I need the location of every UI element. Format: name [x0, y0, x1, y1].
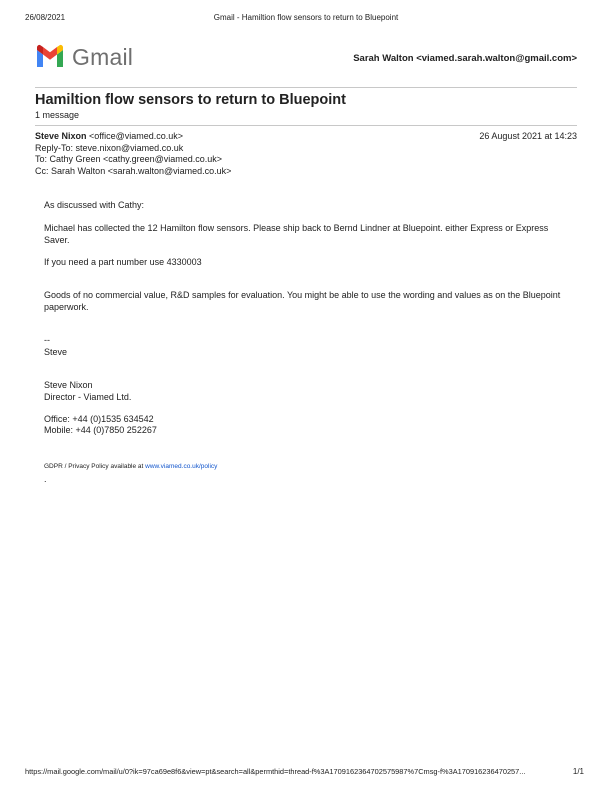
- signature-title: Director - Viamed Ltd.: [44, 392, 132, 402]
- reply-to-line: Reply-To: steve.nixon@viamed.co.uk: [35, 143, 184, 153]
- body-paragraph: Michael has collected the 12 Hamilton flow sensors. Please ship back to Bernd Lindner at Bluepoint. either Express or Express Saver.: [44, 223, 549, 245]
- signature-dash: --: [44, 335, 50, 345]
- divider: [35, 87, 577, 88]
- mobile-phone: Mobile: +44 (0)7850 252267: [44, 425, 157, 435]
- body-paragraph: If you need a part number use 4330003: [44, 257, 202, 267]
- signature-name: Steve: [44, 347, 68, 357]
- office-phone: Office: +44 (0)1535 634542: [44, 414, 154, 424]
- account-label: Sarah Walton <viamed.sarah.walton@gmail.com>: [353, 53, 577, 64]
- message-timestamp: 26 August 2021 at 14:23: [479, 131, 577, 141]
- gmail-wordmark: Gmail: [72, 44, 134, 70]
- privacy-policy-link[interactable]: www.viamed.co.uk/policy: [145, 463, 218, 470]
- gmail-envelope-icon: [35, 44, 65, 68]
- page-number: 1/1: [572, 767, 584, 776]
- print-date: 26/08/2021: [25, 13, 66, 22]
- body-paragraph: Goods of no commercial value, R&D samples for evaluation. You might be able to use the wording and values as on the Bluepoint paperwork.: [44, 290, 561, 312]
- thread-subject: Hamiltion flow sensors to return to Bluepoint: [35, 92, 346, 108]
- gmail-logo[interactable]: [35, 44, 134, 70]
- gdpr-line: [44, 461, 217, 473]
- sender-email[interactable]: <office@viamed.co.uk>: [89, 131, 184, 141]
- print-url: https://mail.google.com/mail/u/0?ik=97ca69e8f6&view=pt&search=all&permthid=thread-f%3A1709162364702575987%7Cmsg-f%3A170916236470257...: [25, 767, 526, 776]
- sender-line: [35, 131, 183, 141]
- print-title: Gmail - Hamiltion flow sensors to return to Bluepoint: [213, 13, 399, 22]
- body-greeting: As discussed with Cathy:: [44, 200, 145, 210]
- cc-line: Cc: Sarah Walton <sarah.walton@viamed.co.uk>: [35, 166, 232, 176]
- divider: [35, 125, 577, 126]
- gdpr-text: GDPR / Privacy Policy available at: [44, 463, 146, 470]
- sender-name: Steve Nixon: [35, 131, 87, 141]
- to-line: To: Cathy Green <cathy.green@viamed.co.uk>: [35, 154, 223, 164]
- message-count: 1 message: [35, 110, 80, 120]
- signature-full-name: Steve Nixon: [44, 380, 93, 390]
- trailing-dot: .: [44, 474, 47, 484]
